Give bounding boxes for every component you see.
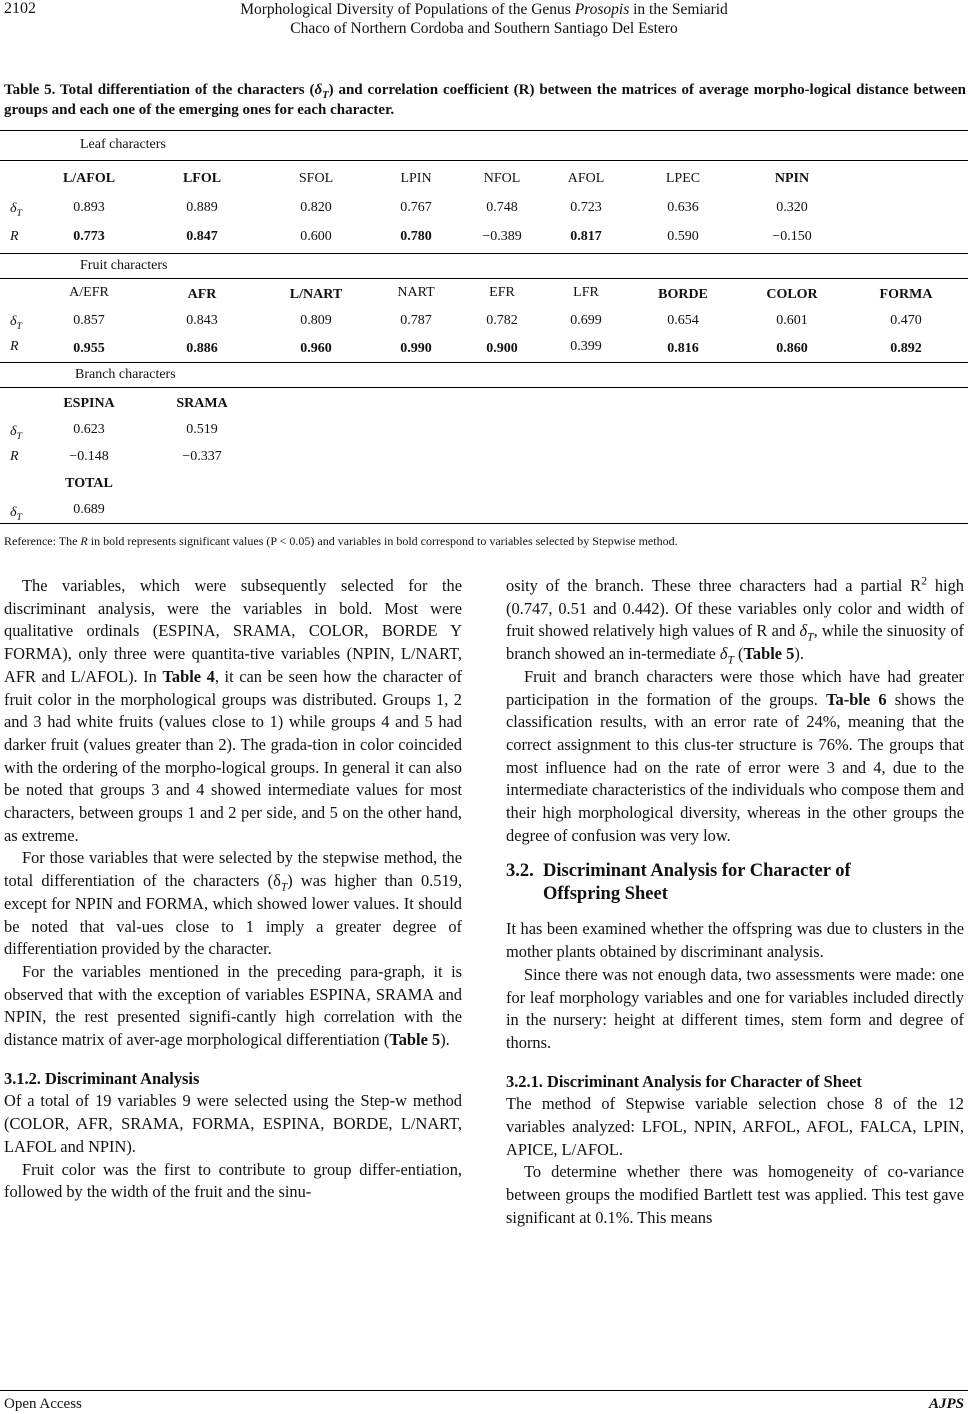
table-cell: 0.654 xyxy=(667,313,699,328)
table-cell: 0.782 xyxy=(486,313,518,328)
table-cell: −0.148 xyxy=(69,449,109,464)
paragraph: Fruit color was the first to contribute to group differ-entiation, followed by the width of the fruit and the sinu- xyxy=(4,1159,462,1202)
table-cell: 0.857 xyxy=(73,313,105,328)
table-header-cell: COLOR xyxy=(766,287,818,302)
table-cell: 0.773 xyxy=(73,229,105,244)
paragraph: Since there was not enough data, two assessments were made: one for leaf morphology variables and one for variables included directly in the nursery: height at different times, stem form and degree of thorns. xyxy=(506,964,964,1052)
table-cell: 0.699 xyxy=(570,313,602,328)
table-header-cell: AFR xyxy=(187,287,217,302)
table-header-cell: LFR xyxy=(573,285,599,300)
table-cell: 0.767 xyxy=(400,200,432,215)
table-reference: Table 4 xyxy=(162,666,215,686)
table-cell: 0.601 xyxy=(776,313,808,328)
table-cell: 0.847 xyxy=(186,229,218,244)
section-label-branch: Branch characters xyxy=(75,367,176,382)
table-header-cell: SFOL xyxy=(298,171,334,186)
table-header-cell: LPIN xyxy=(400,171,432,186)
table-cell: 0.889 xyxy=(186,200,218,215)
section-heading-3-2: 3.2. Discriminant Analysis for Character of Offspring Sheet xyxy=(506,861,851,905)
table-cell: 0.636 xyxy=(667,200,699,215)
table-header-cell-total: TOTAL xyxy=(65,476,113,491)
table-cell: 0.723 xyxy=(570,200,602,215)
table-header-cell: ESPINA xyxy=(63,396,115,411)
paragraph: For those variables that were selected by the stepwise method, the total differentiation of the characters $(\delta_T)$ was higher than 0.519, except for NPIN and FORMA, which showed lower values. It should be noted that val-ues close to 1 imply a greater degree of differentiation provided by the character. xyxy=(4,848,462,959)
table-cell: 0.399 xyxy=(570,339,602,354)
table-header-cell: EFR xyxy=(489,285,515,300)
paragraph: The variables, which were subsequently selected for the discriminant analysis, were the variables in bold. Most were qualitative ordinals (ESPINA, SRAMA, COLOR, BORDE Y FORMA), only three were quantita-tive variables (NPIN, L/NART, AFR and L/AFOL). In Table 4, it can be seen how the character of fruit color in the morphological groups was distributed. Groups 1, 2 and 3 had white fruits (values close to 1) while groups 4 and 5 had darker fruit (values greater than 2). The grada-tion in color coincided with the ordering of the morpho-logical groups. In general it can also be noted that groups 3 and 4 showed intermediate values for most characters, between groups 1 and 2 per side, and 5 on the other hand, as extreme. xyxy=(4,576,462,845)
section-label-leaf: Leaf characters xyxy=(80,137,166,152)
paragraph: For the variables mentioned in the preceding para-graph, it is observed that with the exception of variables ESPINA, SRAMA and NPIN, the rest presented signifi-cantly high correlation with the distance matrix of aver-age morphological differentiation (Table 5). xyxy=(4,961,462,1050)
table-cell: 0.623 xyxy=(73,422,105,437)
paragraph: osity of the branch. These three characters had a partial $R^2$ high (0.747, 0.51 and 0.442). Of these variables only color and width of fruit showed relatively high values of R and $\delta_T$, while the sinuosity of branch showed an in-termediate $\delta_T$ (Table 5). xyxy=(506,575,964,667)
table-cell: 0.809 xyxy=(300,313,332,328)
table-header-cell: FORMA xyxy=(879,287,933,302)
table-cell: 0.955 xyxy=(73,341,105,356)
table-rule xyxy=(0,253,968,254)
table-cell: 0.470 xyxy=(890,313,922,328)
table-cell: 0.519 xyxy=(186,422,218,437)
table-cell: 0.893 xyxy=(73,200,105,215)
table-cell: 0.892 xyxy=(890,341,922,356)
section-heading-3-1-2: 3.1.2. Discriminant Analysis xyxy=(4,1068,200,1088)
table-header-cell: L/NART xyxy=(289,287,343,302)
table-reference: Table 5 xyxy=(389,1030,441,1050)
table-header-cell: NPIN xyxy=(774,171,810,186)
table-cell: 0.748 xyxy=(486,200,518,215)
footer-open-access: Open Access xyxy=(4,1396,82,1412)
paragraph: It has been examined whether the offspring was due to clusters in the mother plants obtained by discriminant analysis. xyxy=(506,919,964,962)
table-header-cell: A/EFR xyxy=(69,285,109,300)
row-label-r: R xyxy=(10,339,19,354)
table-cell: 0.960 xyxy=(300,341,332,356)
table-header-cell: NART xyxy=(397,285,435,300)
table-cell: 0.320 xyxy=(776,200,808,215)
table-rule xyxy=(0,362,968,363)
section-label-fruit: Fruit characters xyxy=(80,258,168,273)
table-cell: −0.150 xyxy=(772,229,812,244)
paragraph: Of a total of 19 variables 9 were selected using the Step-w method (COLOR, AFR, SRAMA, FORMA, ESPINA, BORDE, L/NART, LAFOL and NPIN). xyxy=(4,1091,462,1156)
table-rule xyxy=(0,160,968,161)
table-bottom-rule xyxy=(0,523,968,524)
table-header-cell: LPEC xyxy=(665,171,701,186)
running-title: Morphological Diversity of Populations of the Genus Prosopis in the Semiarid Chaco of Northern Cordoba and Southern Santiago Del Estero xyxy=(240,1,728,37)
running-header xyxy=(0,0,968,44)
table-caption: Table 5. Total differentiation of the characters $(\delta_T)$ and correlation coefficient (R) between the matrices of average morpho-logical distance between groups and each one of the emerging ones for each character. xyxy=(4,82,966,118)
table-cell-total: 0.689 xyxy=(73,502,105,517)
table-cell: 0.787 xyxy=(400,313,432,328)
table-cell: 0.590 xyxy=(667,229,699,244)
table-reference: Ta-ble 6 xyxy=(826,689,887,709)
row-label-delta: $\delta_T$ xyxy=(10,201,22,219)
row-label-r: R xyxy=(10,229,19,244)
table-header-cell: LFOL xyxy=(182,171,222,186)
paragraph: Fruit and branch characters were those which have had greater participation in the formation of the groups. Ta-ble 6 shows the classification results, with an error rate of 24%, meaning that the correct assignment to this clus-ter structure is 76%. The groups that most influence had on the rate of error were 3 and 4, due to the intermediate characteristics of the individuals who compose them and their high morphological diversity, whereas in the other groups the degree of confusion was very low. xyxy=(506,666,964,845)
table-cell: 0.820 xyxy=(300,200,332,215)
table-reference: Table 5 xyxy=(743,644,795,664)
table-cell: 0.843 xyxy=(186,313,218,328)
footer-journal: AJPS xyxy=(928,1396,964,1412)
table-header-cell: NFOL xyxy=(483,171,521,186)
row-label-r: R xyxy=(10,449,19,464)
table-header-cell: BORDE xyxy=(658,287,708,302)
genus-name: Prosopis xyxy=(574,1,630,18)
table-cell: −0.389 xyxy=(482,229,522,244)
table-header-cell: L/AFOL xyxy=(62,171,116,186)
table-header-cell: SRAMA xyxy=(176,396,228,411)
table-cell: 0.817 xyxy=(570,229,602,244)
table-cell: 0.816 xyxy=(667,341,699,356)
table-cell: 0.600 xyxy=(300,229,332,244)
table-cell: 0.990 xyxy=(400,341,432,356)
table-cell: 0.886 xyxy=(186,341,218,356)
row-label-delta: $\delta_T$ xyxy=(10,314,22,332)
table-header-cell: AFOL xyxy=(567,171,605,186)
paragraph: To determine whether there was homogeneity of co-variance between groups the modified Bartlett test was applied. This test gave significant at 0.1%. This means xyxy=(506,1162,964,1227)
table-rule xyxy=(0,278,968,279)
table-cell: 0.900 xyxy=(486,341,518,356)
body-column-left xyxy=(4,575,462,1204)
body-column-right xyxy=(506,575,964,1230)
paragraph: The method of Stepwise variable selection chose 8 of the 12 variables analyzed: LFOL, NPIN, ARFOL, AFOL, FALCA, LPIN, APICE, L/AFOL. xyxy=(506,1094,964,1159)
table-cell: −0.337 xyxy=(182,449,222,464)
table-cell: 0.860 xyxy=(776,341,808,356)
row-label-delta: $\delta_T$ xyxy=(10,424,22,442)
table-rule xyxy=(0,387,968,388)
footer-rule xyxy=(0,1390,968,1391)
table-top-rule xyxy=(0,130,968,131)
table-cell: 0.780 xyxy=(400,229,432,244)
row-label-delta: $\delta_T$ xyxy=(10,505,22,523)
table-reference-note: Reference: The R in bold represents significant values (P < 0.05) and variables in bold correspond to variables selected by Stepwise method. xyxy=(4,534,678,548)
page-number: 2102 xyxy=(4,0,36,17)
section-heading-3-2-1: 3.2.1. Discriminant Analysis for Character of Sheet xyxy=(506,1071,862,1091)
